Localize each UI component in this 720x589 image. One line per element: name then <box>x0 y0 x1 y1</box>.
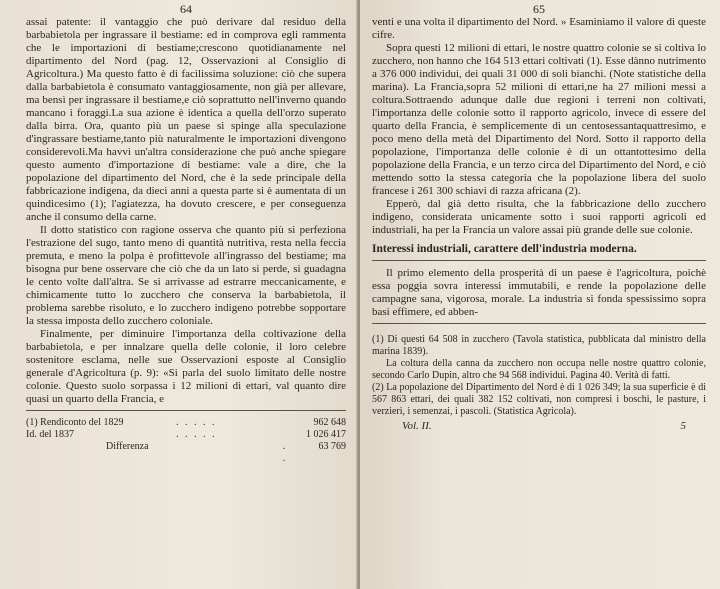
left-page-body <box>26 16 346 406</box>
footnote: La coltura della canna da zucchero non occupa nelle nostre quattro colonie, secondo Carlo Dupin, altro che 94 568 individui. Pagina 40. Verità di fatti. <box>372 358 706 381</box>
footnote-table <box>26 417 346 465</box>
section-heading: Interessi industriali, carattere dell'industria moderna. <box>372 243 637 255</box>
right-page <box>360 0 720 589</box>
footnote: (2) La popolazione del Dipartimento del Nord è di 1 026 349; la sua superficie è di 567 863 ettari, dei quali 382 152 coltivati, non compresi i boschi, le pasture, i verzieri, i semenzai, i pascoli. (Statistica Agricola). <box>372 382 706 417</box>
difference-label: Differenza <box>106 441 149 452</box>
row-value: 1 026 417 <box>306 429 346 440</box>
footnote-table-row <box>26 429 346 441</box>
paragraph: venti e una volta il dipartimento del Nord. » Esaminiamo il valore di queste cifre. <box>372 16 706 41</box>
paragraph: assai patente: il vantaggio che può derivare dal residuo della barbabietola per ingrassare il bestiame: ed in comprova egli rammenta che le importazioni di bestiame;crescono quotidianamente nel dipartimento del Nord (pag. 12, Osservazioni al Consiglio di Agricoltura.) Ma questo fatto è di facilissima soluzione: ciò che supera dalla barbabietola è consumato vantaggiosamente, non già per allevare, ma bensì per ingrassare il bestiame,e ciò soprattutto nell'inverno quando mancano i foraggi.La sua azione è identica a quella dell'orzo superato dalla birra. Ora, quanto più un paese si spinge alla speculazione d'ingrassare bestiame,tanto più naturalmente le importazioni divengono considerevoli.Ma havvi un'altra considerazione che può anche spiegare questo aumento d'importazione di bestiame: vale a dire, che la popolazione del dipartimento del Nord, che è la sede principale della fabbricazione indigena, da dieci anni a questa parte si è aumentata di un quindicesimo (1); l'agiatezza, ha dovuto crescere, e per conseguenza anche il consumo della carne. <box>26 16 346 223</box>
left-page <box>0 0 358 589</box>
signature-line <box>372 420 706 432</box>
right-page-body <box>372 16 706 319</box>
page-number: 64 <box>180 2 192 16</box>
volume-label: Vol. II. <box>402 420 432 432</box>
footnote-table-row <box>26 417 346 429</box>
footnote: (1) Di questi 64 508 in zucchero (Tavola statistica, pubblicata dal ministro della marina 1839). <box>372 334 706 357</box>
row-value: 962 648 <box>313 417 346 428</box>
footnotes <box>372 334 706 418</box>
heading-divider <box>372 260 706 261</box>
footnote-divider <box>26 410 346 411</box>
paragraph: Epperò, dal già detto risulta, che la fabbricazione dello zucchero indigeno, considerata unicamente sotto i suoi rapporti agricoli ed industriali, ha per la Francia un valore assai più grande delle sue colonie. <box>372 198 706 236</box>
paragraph: Sopra questi 12 milioni di ettari, le nostre quattro colonie se si coltiva lo zucchero, non hanno che 164 513 ettari coltivati (1). Esse dànno nutrimento a 376 000 individui, dei quali 31 000 di soli bianchi. (Note statistiche della marina). La Francia,sopra 52 milioni di ettari,ne ha 27 milioni messi a coltura.Sottraendo adunque dalle due regioni i terreni non coltivati, l'importanza delle colonie sotto il rapporto agricolo, invece di essere del quarto della Francia, è semplicemente di un centosessantaquattresimo, e poco meno della metà del Dipartimento del Nord. Sotto il rapporto della popolazione, l'importanza delle colonie è di un ottantottesimo della popolazione della Francia, e un terzo circa del Dipartimento del Nord, e ciò mettendo sotto la stessa categoria che la popolazione libera del suolo francese i 261 300 schiavi di razza africana (2). <box>372 42 706 197</box>
signature-mark: 5 <box>680 420 686 432</box>
row-label: (1) Rendiconto del 1829 <box>26 417 124 428</box>
row-label: Id. del 1837 <box>26 429 75 440</box>
paragraph: Finalmente, per diminuire l'importanza della coltivazione della barbabietola, e per innalzare quella delle colonie, il loro celebre sostenitore esclama, nelle sue Osservazioni esposte al Consiglio generale d'Agricoltura (p. 9): «Si parla del suolo limitato delle nostre colonie. Questo suolo sorpassa i 12 milioni di ettari, val quanto dire quasi un quarto della Francia, e <box>26 328 346 405</box>
footnote-table-difference <box>26 441 346 465</box>
difference-dots: . . <box>282 441 288 464</box>
row-dots: . . . . . <box>176 417 217 428</box>
paragraph: Il primo elemento della prosperità di un paese è l'agricoltura, poichè essa poggia sovra interessi immutabili, e rende la popolazione delle campagne sana, vigorosa, morale. La industria si fonda spessissimo sopra basi effimere, ed abben- <box>372 267 706 318</box>
paragraph: Il dotto statistico con ragione osserva che quanto più si perfeziona l'estrazione del sugo, tanto meno di quantità nutritiva, resta nella feccia premuta, e meno la polpa è profittevole all'ingrasso del bestiame; ma bisogna pur bene osservare che ciò che da un lato si perde, si guadagna le cento volte dall'altra. Se si arrivasse ad estrarre meccanicamente, e chimicamente tutto lo zucchero che conserva la barbabietola, il problema sarebbe risoluto, e lo zucchero indigeno potrebbe sopportare la stessa imposta dello zucchero coloniale. <box>26 224 346 327</box>
footnote-divider <box>372 323 706 324</box>
difference-value: 63 769 <box>318 441 346 452</box>
page-number: 65 <box>533 2 545 16</box>
row-dots: . . . . . <box>176 429 217 440</box>
